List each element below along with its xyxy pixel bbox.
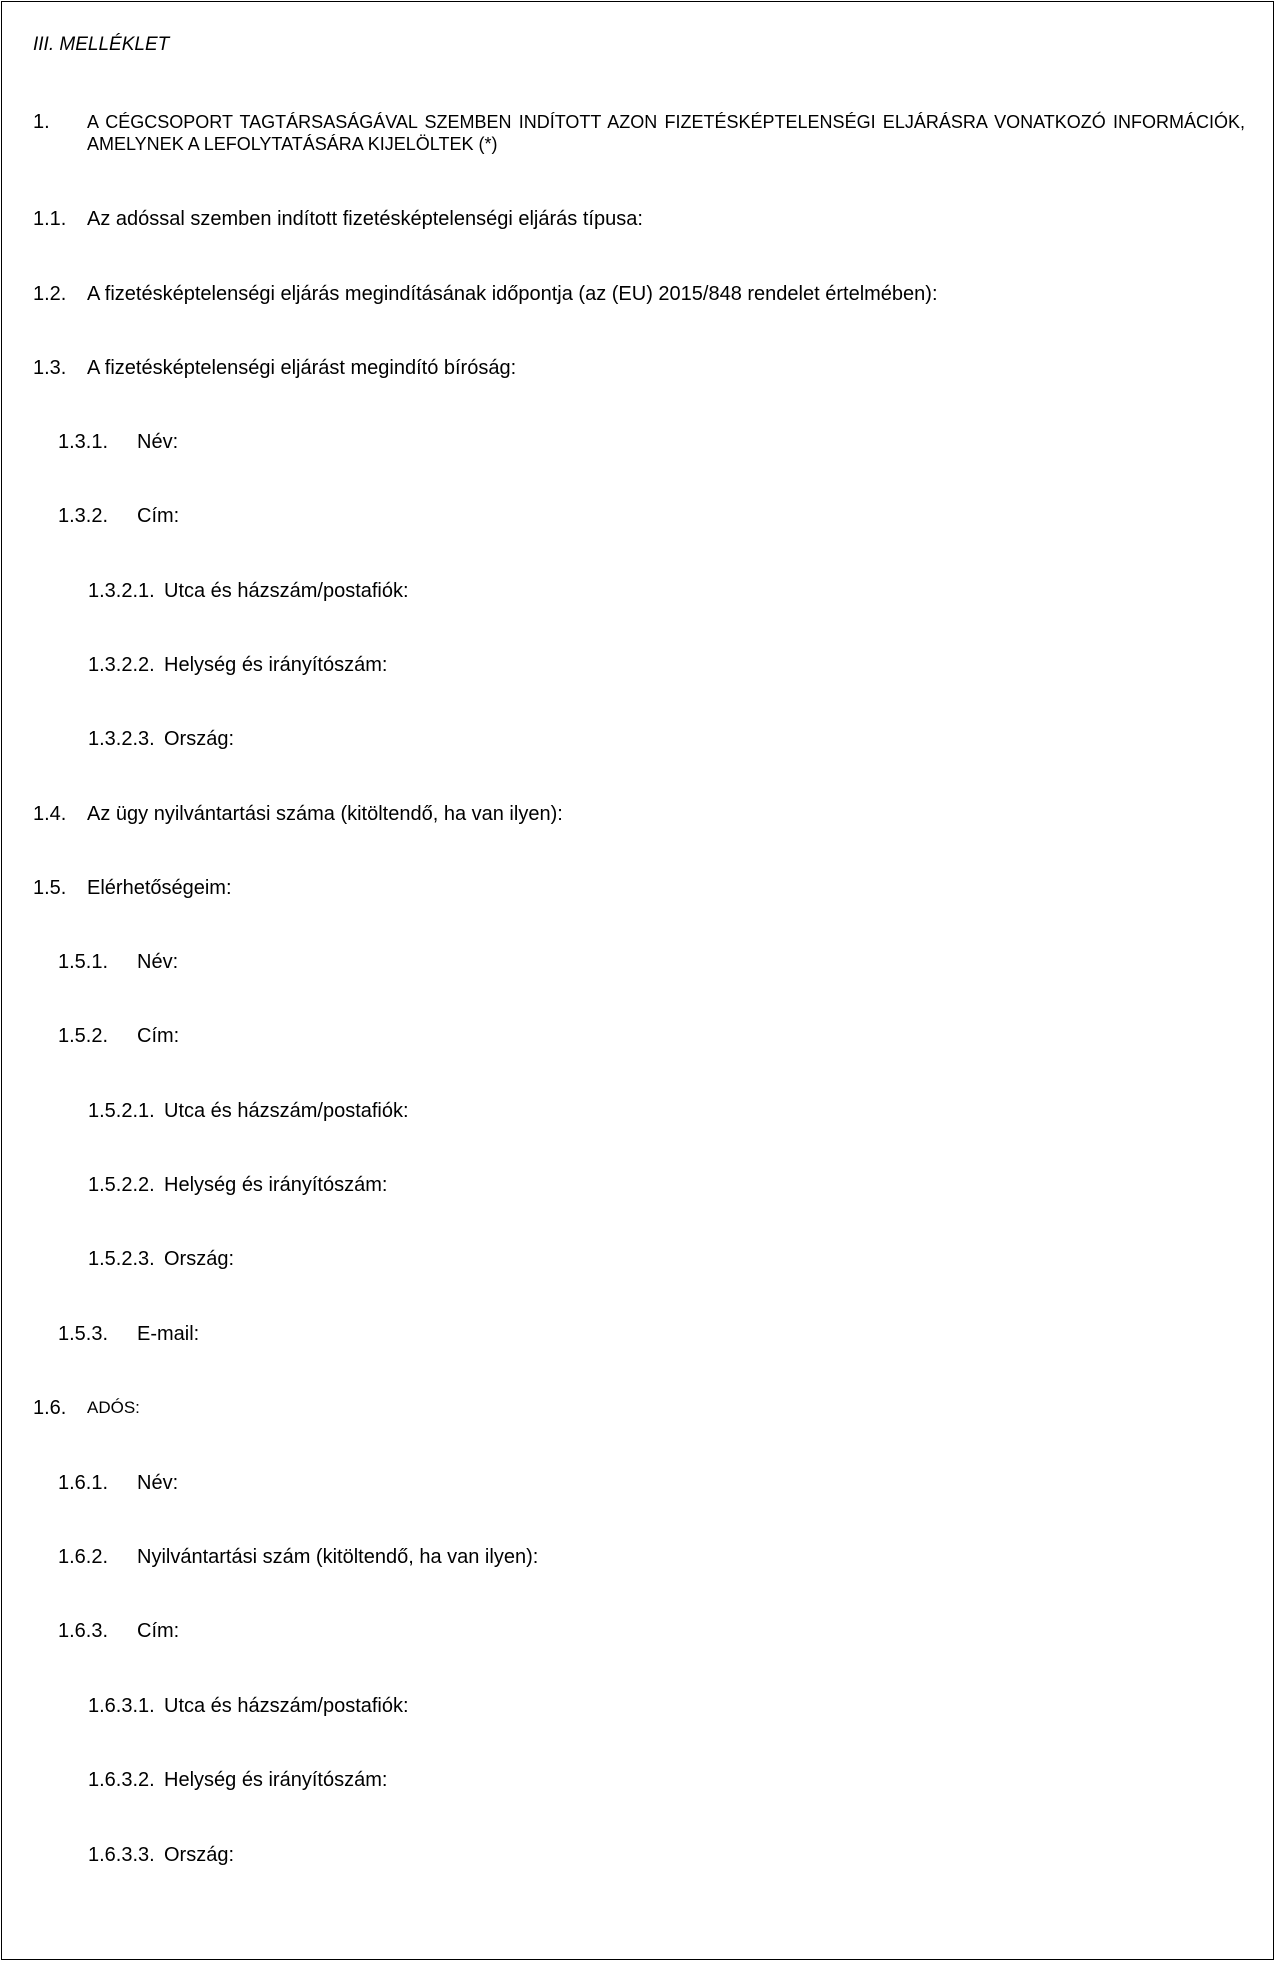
field-number: 1.2. [33,283,67,305]
field-number: 1.3.1. [58,431,109,453]
field-label: Ország: [164,728,235,750]
field-number: 1.5.3. [58,1323,109,1345]
field-number: 1.1. [33,208,67,230]
field-number: 1.6.3.3. [88,1844,155,1866]
field-number: 1.5.2.2. [88,1174,155,1196]
field-label: Utca és házszám/postafiók: [164,580,409,602]
annex-title: III. MELLÉKLET [33,34,170,55]
field-label: Cím: [137,1025,180,1047]
field-label: A fizetésképtelenségi eljárást megindító bíróság: [87,357,517,379]
field-number: 1.6.3. [58,1620,109,1642]
field-number: 1.4. [33,803,67,825]
section-heading-number: 1. [33,111,50,133]
field-number: 1.5.2. [58,1025,109,1047]
field-number: 1.3. [33,357,67,379]
field-label: Utca és házszám/postafiók: [164,1695,409,1717]
field-label: Név: [137,431,179,453]
field-number: 1.5.2.1. [88,1100,155,1122]
field-label: Utca és házszám/postafiók: [164,1100,409,1122]
field-number: 1.3.2.2. [88,654,155,676]
field-label: Ország: [164,1844,235,1866]
field-number: 1.3.2.3. [88,728,155,750]
field-label: Ország: [164,1248,235,1270]
field-label: A fizetésképtelenségi eljárás megindításának időpontja (az (EU) 2015/848 rendelet értelmében): [87,283,938,305]
field-number: 1.5.2.3. [88,1248,155,1270]
field-label: Helység és irányítószám: [164,1769,388,1791]
field-number: 1.6.1. [58,1472,109,1494]
field-label: Név: [137,951,179,973]
field-label: Az adóssal szemben indított fizetésképtelenségi eljárás típusa: [87,208,643,230]
field-number: 1.5.1. [58,951,109,973]
field-label: E-mail: [137,1323,200,1345]
field-number: 1.6.3.2. [88,1769,155,1791]
field-number: 1.6.3.1. [88,1695,155,1717]
field-label: Név: [137,1472,179,1494]
field-number: 1.6.2. [58,1546,109,1568]
field-label: Helység és irányítószám: [164,1174,388,1196]
field-label: Az ügy nyilvántartási száma (kitöltendő, ha van ilyen): [87,803,563,825]
field-label: Cím: [137,505,180,527]
field-number: 1.5. [33,877,67,899]
section-heading-text: A CÉGCSOPORT TAGTÁRSASÁGÁVAL SZEMBEN INDÍTOTT AZON FIZETÉSKÉPTELENSÉGI ELJÁRÁSRA VONATKOZÓ INFORMÁCIÓK, AMELYNEK A LEFOLYTATÁSÁRA KIJELÖLTEK (*) [87,112,1245,154]
field-label: Nyilvántartási szám (kitöltendő, ha van ilyen): [137,1546,539,1568]
field-number: 1.6. [33,1397,67,1419]
field-label: Helység és irányítószám: [164,654,388,676]
field-label: ADÓS: [87,1398,140,1417]
field-label: Elérhetőségeim: [87,877,232,899]
field-label: Cím: [137,1620,180,1642]
field-number: 1.3.2.1. [88,580,155,602]
field-number: 1.3.2. [58,505,109,527]
